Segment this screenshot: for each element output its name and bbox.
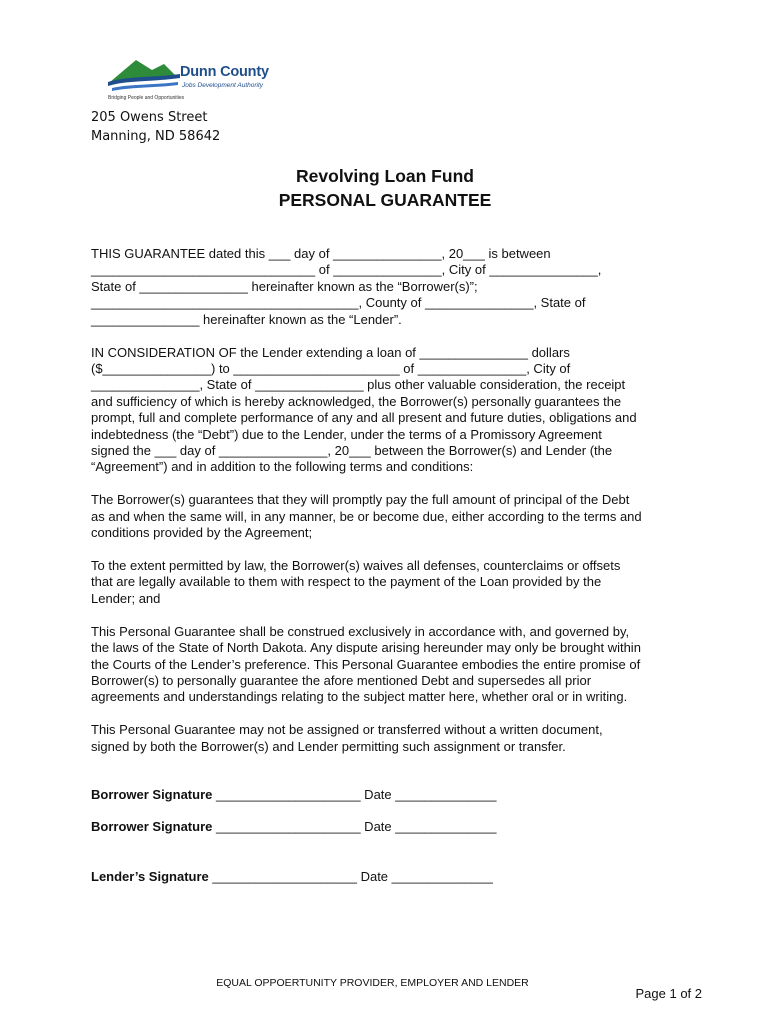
paragraph-assignment: This Personal Guarantee may not be assigned or transferred without a written document, signed by both the Borrower(s) and Lender permitting such assignment or transfer.	[91, 722, 603, 754]
footer-equal-opportunity: EQUAL OPPOERTUNITY PROVIDER, EMPLOYER AND LENDER	[216, 977, 529, 989]
signature-label: Lender’s Signature	[91, 869, 209, 884]
logo-mark-icon	[106, 52, 182, 96]
logo-tagline: Bridging People and Opportunities	[108, 95, 185, 101]
guarantee-body	[91, 246, 691, 772]
logo-name: Dunn County	[180, 64, 269, 80]
paragraph-consideration: IN CONSIDERATION OF the Lender extending a loan of _______________ dollars ($_______________) to _______________________ of _______________, City of _______________, State of _______________ plus other valuable consideration, the receipt and sufficiency of which is hereby acknowledged, the Borrower(s) personally guarantees the prompt, full and complete performance of any and all present and future duties, obligations and indebtedness (the “Debt”) due to the Lender, under the terms of a Promissory Agreement signed the ___ day of _______________, 20___ between the Borrower(s) and Lender (the “Agreement”) and in addition to the following terms and conditions:	[91, 344, 637, 475]
page-number: Page 1 of 2	[635, 986, 702, 1001]
document-title: Revolving Loan Fund	[296, 166, 474, 186]
dunn-county-logo	[106, 52, 286, 102]
signature-label: Borrower Signature	[91, 819, 213, 834]
logo-subtitle: Jobs Development Authority	[182, 82, 264, 89]
document-subtitle: PERSONAL GUARANTEE	[278, 190, 492, 210]
paragraph-governing-law: This Personal Guarantee shall be construed exclusively in accordance with, and governed by, the laws of the State of North Dakota. Any dispute arising hereunder may only be brought within the Courts of the Lender’s preference. This Personal Guarantee embodies the entire promise of Borrower(s) to personally guarantee the afore mentioned Debt and supersedes all prior agreements and understandings relating to the subject matter here, whether oral or in writing.	[91, 623, 641, 705]
signature-blank: ____________________ Date ______________	[212, 819, 497, 834]
paragraph-payment: The Borrower(s) guarantees that they will promptly pay the full amount of principal of the Debt as and when the same will, in any manner, be or become due, either according to the terms and conditions provided by the Agreement;	[91, 492, 642, 541]
paragraph-parties: THIS GUARANTEE dated this ___ day of _______________, 20___ is between _______________________________ of _______________, City of _______________, State of _______________ hereinafter known as the “Borrower(s)”; _____________________________________, County of _______________, State of _______________ hereinafter known as the “Lender”.	[91, 246, 602, 327]
signature-blank: ____________________ Date ______________	[212, 787, 497, 802]
lender-signature-line	[91, 869, 493, 884]
address-street: 205 Owens Street	[91, 110, 208, 125]
address-block	[91, 108, 220, 146]
borrower-signature-line-2	[91, 819, 496, 834]
paragraph-waiver: To the extent permitted by law, the Borrower(s) waives all defenses, counterclaims or offsets that are legally available to them with respect to the payment of the Loan provided by the Lender; and	[91, 558, 621, 606]
address-city: Manning, ND 58642	[91, 129, 221, 144]
signature-blank: ____________________ Date ______________	[208, 869, 493, 884]
borrower-signature-line-1	[91, 787, 496, 802]
signature-label: Borrower Signature	[91, 787, 213, 802]
